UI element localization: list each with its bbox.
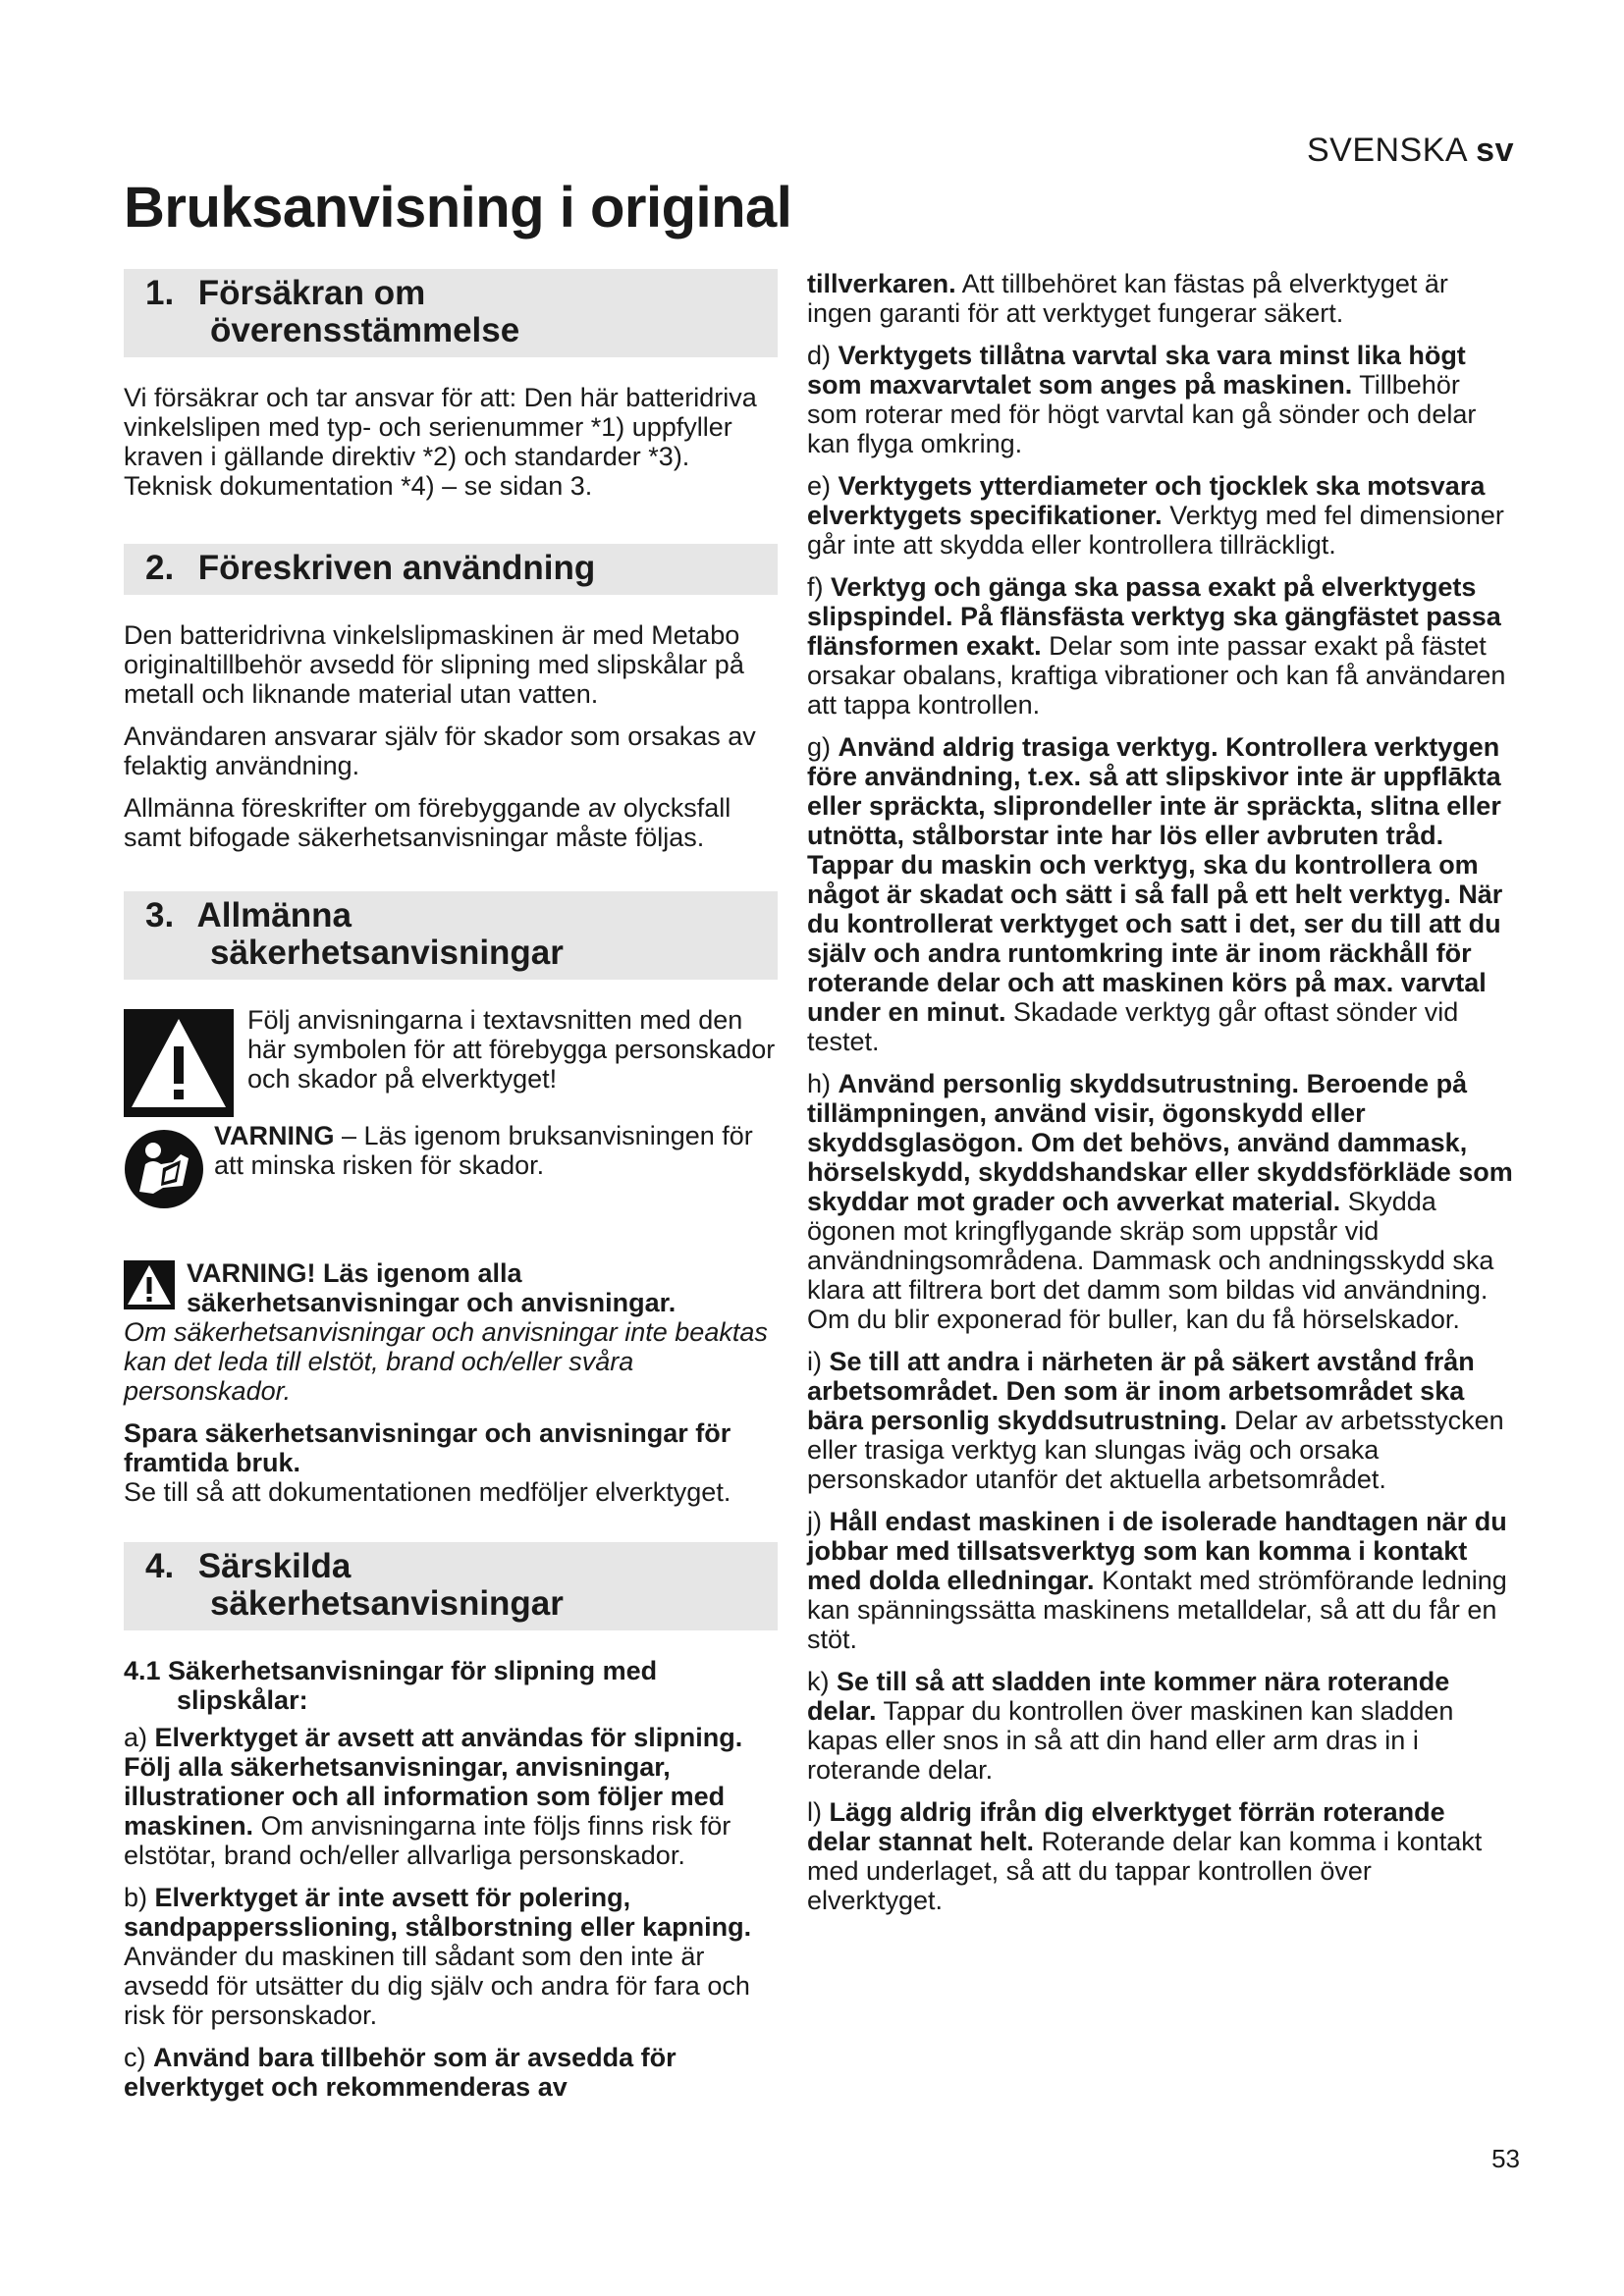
- item-text: Skydda ögonen mot kringflygande skräp som uppstår vid användningsområdena. Dammask och andningsskydd ska klara att filtrera bort det damm som bildas vid användning. Om du blir exponerad för buller, kan du få hörselskador.: [807, 1187, 1494, 1334]
- section-title-line2: säkerhetsanvisningar: [210, 1584, 564, 1623]
- item-text: Kontakt med strömförande ledning kan spänningssätta maskinens metalldelar, så att du får en stöt.: [807, 1566, 1507, 1654]
- section-title-line2: överensstämmelse: [210, 311, 520, 349]
- section-title-line2: säkerhetsanvisningar: [210, 934, 564, 972]
- list-item: [807, 341, 1514, 458]
- item-bold-text: Verktyg och gänga ska passa exakt på elverktygets slipspindel. På flänsfästa verktyg ska gängfästet passa flänsformen exakt.: [807, 572, 1501, 661]
- language-label: [1307, 132, 1514, 170]
- section-1-heading: [124, 269, 778, 357]
- list-item: [807, 1347, 1514, 1494]
- item-label: i): [807, 1347, 830, 1376]
- warning-symbol-note: [124, 1005, 778, 1113]
- save-instructions-heading: Spara säkerhetsanvisningar och anvisningar för framtida bruk.: [124, 1418, 731, 1477]
- item-text: Om anvisningarna inte följs finns risk för elstötar, brand och/eller allvarliga personskador.: [124, 1811, 731, 1870]
- page-number: 53: [1491, 2144, 1520, 2173]
- list-item: [124, 2043, 778, 2102]
- list-item: [807, 1667, 1514, 1785]
- item-label: c): [124, 2043, 153, 2072]
- item-label: f): [807, 572, 831, 602]
- list-item-continuation: [807, 269, 1514, 328]
- list-item: [124, 1883, 778, 2030]
- item-text: Skadade verktyg går oftast sönder vid testet.: [807, 997, 1459, 1056]
- section-4-heading: [124, 1542, 778, 1630]
- warning-word: VARNING: [214, 1121, 335, 1150]
- item-bold-text: Elverktyget är avsett att användas för slipning. Följ alla säkerhetsanvisningar, anvisningar, illustrationer och all information som följer med maskinen.: [124, 1723, 743, 1841]
- save-instructions-text: Se till så att dokumentationen medföljer elverktyget.: [124, 1477, 731, 1507]
- item-label: b): [124, 1883, 155, 1912]
- list-item: [807, 1797, 1514, 1915]
- item-bold-text: Se till så att sladden inte kommer nära roterande delar.: [807, 1667, 1450, 1726]
- section-title-line1: Försäkran om: [197, 274, 426, 312]
- subsection-title-line1: 4.1 Säkerhetsanvisningar för slipning med: [124, 1656, 658, 1685]
- list-item: [807, 572, 1514, 720]
- item-bold-text: Verktygets ytterdiameter och tjocklek ska motsvara elverktygets specifikationer.: [807, 471, 1486, 530]
- item-label: j): [807, 1507, 830, 1536]
- warning-triangle-small-icon: [124, 1260, 175, 1309]
- item-bold-text: Håll endast maskinen i de isolerade handtagen när du jobbar med tillsatsverktyg som kan komma i kontakt med dolda elledningar.: [807, 1507, 1507, 1595]
- section-title-line1: Allmänna: [196, 896, 352, 934]
- read-manual-icon: [124, 1129, 204, 1209]
- item-bold-text: Använd aldrig trasiga verktyg. Kontrollera verktygen före användning, t.ex. så att slipskivor inte är uppflākta eller spräckta, sliprondeller inte är spräckta, slitna eller utnötta, stålborstar inte har lös eller avbruten tråd. Tappar du maskin och verktyg, ska du kontrollera om något är skadat och sätt i så fall på ett helt verktyg. När du kontrollerat verktyget och satt i det, ser du till att du själv och andra runtomkring inte är inom räckhåll för roterande delar och att maskinen körs på max. varvtal under en minut.: [807, 732, 1503, 1027]
- language-code: sv: [1476, 132, 1514, 169]
- item-text: Delar som inte passar exakt på fästet orsakar obalans, kraftiga vibrationer och kan få användaren att tappa kontrollen.: [807, 631, 1506, 720]
- symbol-note-text: Följ anvisningarna i textavsnitten med den här symbolen för att förebygga personskador och skador på elverktyget!: [247, 1005, 776, 1094]
- section-2-heading: [124, 544, 778, 595]
- item-label: h): [807, 1069, 839, 1098]
- list-item: [124, 1723, 778, 1870]
- item-bold-text: Elverktyget är inte avsett för polering, sandpappersslioning, stålborstning eller kapning.: [124, 1883, 752, 1942]
- general-warning: [124, 1258, 778, 1317]
- warning-triangle-icon: [124, 1009, 234, 1117]
- item-text: Tillbehör som roterar med för högt varvtal kan gå sönder och delar kan flyga omkring.: [807, 370, 1477, 458]
- section-1-text: Vi försäkrar och tar ansvar för att: Den här batteridriva vinkelslipen med typ- och serienummer *1) uppfyller kraven i gällande direktiv *2) och standarder *3). Teknisk dokumentation *4) – se sidan 3.: [124, 383, 757, 501]
- item-bold-text: tillverkaren.: [807, 269, 956, 298]
- list-item: [807, 471, 1514, 560]
- section-number: 4.: [145, 1547, 175, 1585]
- page-title: Bruksanvisning i original: [124, 176, 792, 240]
- subsection-4-1-heading: [124, 1656, 778, 1715]
- item-label: k): [807, 1667, 837, 1696]
- item-label: l): [807, 1797, 830, 1827]
- left-column: [124, 269, 778, 2114]
- item-text: Använder du maskinen till sådant som den inte är avsedd för utsätter du dig själv och andra för fara och risk för personskador.: [124, 1942, 750, 2030]
- general-warning-line1: VARNING! Läs igenom alla: [187, 1258, 522, 1288]
- warning-consequence: Om säkerhetsanvisningar och anvisningar inte beaktas kan det leda till elstöt, brand och/eller svåra personskador.: [124, 1317, 768, 1406]
- read-manual-text: – Läs igenom bruksanvisningen för att minska risken för skador.: [214, 1121, 753, 1180]
- item-text: Tappar du kontrollen över maskinen kan sladden kapas eller snos in så att din hand eller arm dras in i roterande delar.: [807, 1696, 1454, 1785]
- list-item: [807, 732, 1514, 1056]
- item-text: Att tillbehöret kan fästas på elverktyget är ingen garanti för att verktyget fungerar säkert.: [807, 269, 1448, 328]
- section-2-paragraph-3: Allmänna föreskrifter om förebyggande av olycksfall samt bifogade säkerhetsanvisningar måste följas.: [124, 793, 731, 852]
- item-text: Delar av arbetsstycken eller trasiga verktyg kan slungas iväg och orsaka personskador utanför det aktuella arbetsområdet.: [807, 1406, 1504, 1494]
- item-bold-text: Se till att andra i närheten är på säkert avstånd från arbetsområdet. Den som är inom arbetsområdet ska bära personlig skyddsutrustning.: [807, 1347, 1475, 1435]
- item-label: e): [807, 471, 839, 501]
- section-3-heading: [124, 891, 778, 980]
- item-text: Roterande delar kan komma i kontakt med underlaget, så att du tappar kontrollen över elverktyget.: [807, 1827, 1483, 1915]
- section-number: 1.: [145, 274, 175, 312]
- item-bold-text: Verktygets tillåtna varvtal ska vara minst lika högt som maxvarvtalet som anges på maskinen.: [807, 341, 1466, 400]
- item-bold-text: Använd personlig skyddsutrustning. Beroende på tillämpningen, använd visir, ögonskydd eller skyddsglasögon. Om det behövs, använd dammask, hörselskydd, skyddshandskar eller skyddsförkläde som skyddar mot grader och avverkat material.: [807, 1069, 1513, 1216]
- section-number: 2.: [145, 549, 175, 587]
- item-bold-text: Lägg aldrig ifrån dig elverktyget förrän roterande delar stannat helt.: [807, 1797, 1445, 1856]
- item-label: a): [124, 1723, 155, 1752]
- section-2-paragraph-1: Den batteridrivna vinkelslipmaskinen är med Metabo originaltillbehör avsedd för slipning med slipskålar på metall och liknande material utan vatten.: [124, 620, 744, 709]
- read-manual-note: [124, 1121, 778, 1219]
- section-title-line1: Särskilda: [197, 1547, 352, 1585]
- right-column: [807, 269, 1514, 1928]
- list-item: [807, 1069, 1514, 1334]
- section-number: 3.: [145, 896, 175, 934]
- section-2-paragraph-2: Användaren ansvarar själv för skador som orsakas av felaktig användning.: [124, 721, 756, 780]
- language-word: SVENSKA: [1306, 132, 1467, 169]
- list-item: [807, 1507, 1514, 1654]
- item-bold-text: Använd bara tillbehör som är avsedda för elverktyget och rekommenderas av: [124, 2043, 677, 2102]
- item-text: Verktyg med fel dimensioner går inte att skydda eller kontrollera tillräckligt.: [807, 501, 1504, 560]
- subsection-title-line2: slipskålar:: [177, 1685, 308, 1715]
- item-label: d): [807, 341, 839, 370]
- item-label: g): [807, 732, 839, 762]
- general-warning-line2: säkerhetsanvisningar och anvisningar.: [187, 1288, 677, 1317]
- section-title: Föreskriven användning: [197, 549, 596, 587]
